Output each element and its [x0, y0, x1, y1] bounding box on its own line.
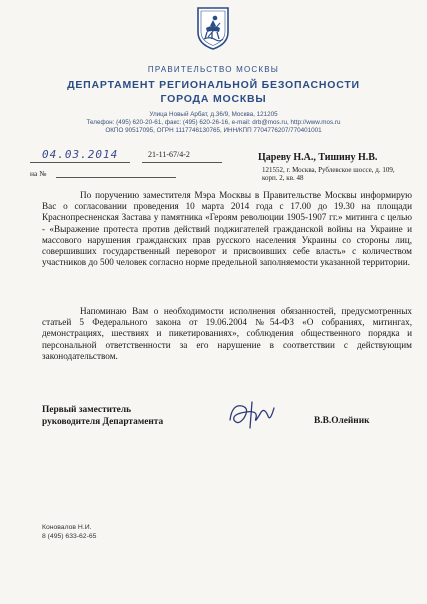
paragraph-text: Напоминаю Вам о необходимости исполнения обязанностей, предусмотренных статьей 5 Федерального закона от 19.06.2004 №54-ФЗ «О собраниях, митингах, демонстрациях, шествиях и пикетированиях», соблюдения общественного порядка и персональной ответственности за его нарушение в соответствии с действующим законодательством.: [42, 306, 412, 361]
date-underline: [30, 162, 130, 163]
signatory-name: В.В.Олейник: [314, 416, 370, 426]
recipient-address: 121552, г. Москва, Рублевское шоссе, д. 109, корп. 2, кв. 48: [262, 166, 395, 182]
registration-number: 21-11-67/4-2: [148, 150, 190, 159]
moscow-coat-of-arms-icon: [196, 6, 230, 50]
registration-row: [30, 148, 220, 164]
recipient-name: Цареву Н.А., Тишину Н.В.: [258, 152, 378, 163]
executor-phone: 8 (495) 633-62-65: [42, 533, 97, 540]
paragraph-text: По поручению заместителя Мэра Москвы в Правительстве Москвы информирую Вас о согласовании проведения 10 марта 2014 года с 17.00 до 19.30 на площади Краснопресненская Застава у памятника «Героям революции 1905-1907 гг.» митинга с целью - «Выражение протеста против действий поджигателей гражданской войны на Украине и массового нарушения гражданских прав русского населения Украины со стороны лиц, совершивших государственный переворот и присвоивших себе власть» с количеством участников до 500 человек согласно норме предельной заполняемости указанной территории.: [42, 190, 412, 268]
letterhead-registry: ОКПО 90517095, ОГРН 1117746130765, ИНН/КПП 7704776207/770401001: [105, 127, 322, 134]
signatory-title-line1: Первый заместитель: [42, 405, 132, 415]
number-underline: [142, 162, 222, 163]
registration-date: 04.03.2014: [42, 148, 119, 161]
letterhead-address: Улица Новый Арбат, д.36/9, Москва, 121205: [149, 111, 278, 118]
executor-name: Коновалов Н.И.: [42, 524, 92, 531]
signatory-title-line2: руководителя Департамента: [42, 417, 164, 427]
department-name-line1: ДЕПАРТАМЕНТ РЕГИОНАЛЬНОЙ БЕЗОПАСНОСТИ: [67, 79, 360, 91]
reference-underline: [56, 177, 176, 178]
government-name: ПРАВИТЕЛЬСТВО МОСКВЫ: [147, 65, 280, 74]
body-paragraph: [42, 190, 412, 268]
department-name-line2: ГОРОДА МОСКВЫ: [160, 93, 267, 105]
body-paragraph: [42, 306, 412, 362]
handwritten-signature-icon: [222, 396, 282, 432]
letterhead-contacts: Телефон: (495) 620-20-61, факс: (495) 620-26-16, e-mail: drb@mos.ru, http://www.mos.ru: [86, 119, 341, 126]
reference-label: на №: [30, 169, 47, 178]
